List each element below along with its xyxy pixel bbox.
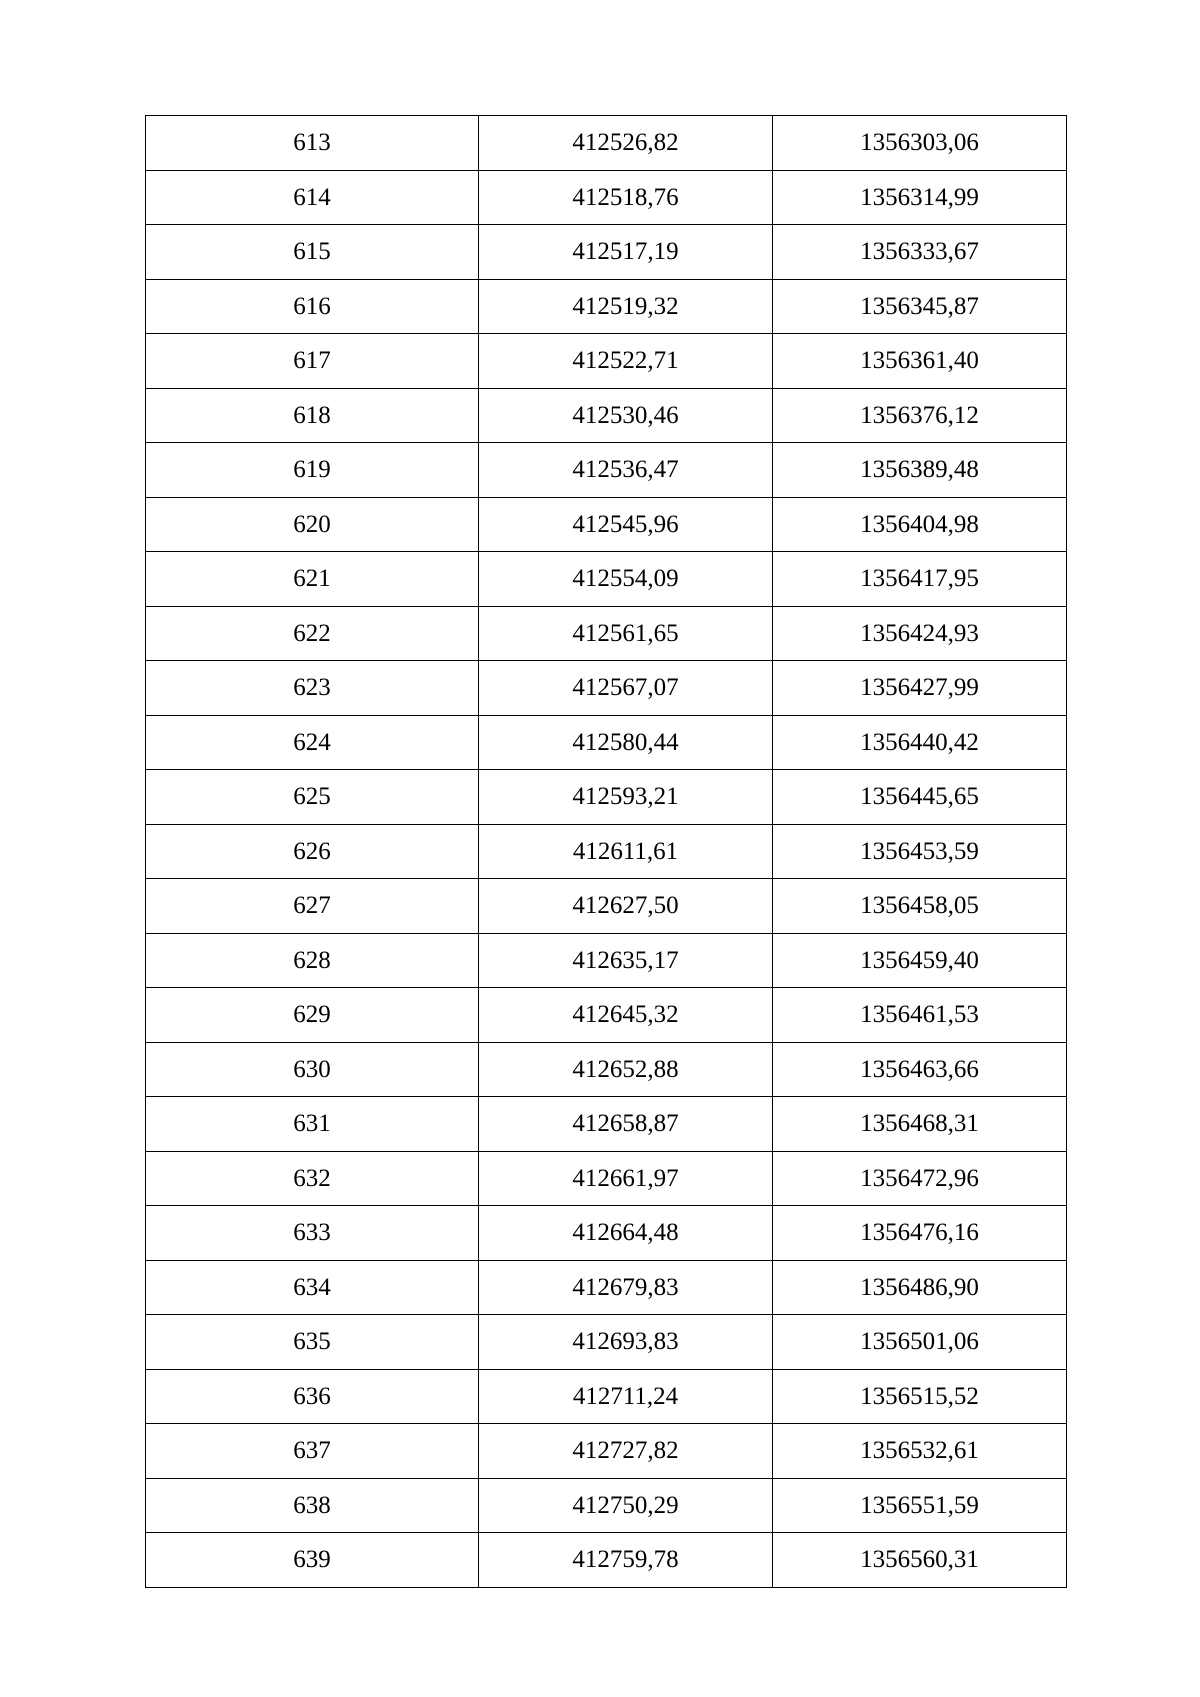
point-number-cell: 638 [146,1478,479,1533]
x-coordinate-cell: 412627,50 [479,879,773,934]
point-number-cell: 620 [146,497,479,552]
point-number-cell: 623 [146,661,479,716]
table-row [146,170,1067,225]
y-coordinate-cell: 1356333,67 [773,225,1067,280]
point-number-cell: 624 [146,715,479,770]
x-coordinate-cell: 412567,07 [479,661,773,716]
table-row [146,1478,1067,1533]
y-coordinate-cell: 1356461,53 [773,988,1067,1043]
table-row [146,225,1067,280]
y-coordinate-cell: 1356532,61 [773,1424,1067,1479]
table-row [146,1533,1067,1588]
table-row [146,879,1067,934]
table-row [146,1424,1067,1479]
table-row [146,388,1067,443]
y-coordinate-cell: 1356476,16 [773,1206,1067,1261]
point-number-cell: 625 [146,770,479,825]
point-number-cell: 636 [146,1369,479,1424]
x-coordinate-cell: 412661,97 [479,1151,773,1206]
y-coordinate-cell: 1356501,06 [773,1315,1067,1370]
y-coordinate-cell: 1356560,31 [773,1533,1067,1588]
x-coordinate-cell: 412664,48 [479,1206,773,1261]
point-number-cell: 618 [146,388,479,443]
x-coordinate-cell: 412519,32 [479,279,773,334]
x-coordinate-cell: 412711,24 [479,1369,773,1424]
table-row [146,770,1067,825]
x-coordinate-cell: 412554,09 [479,552,773,607]
y-coordinate-cell: 1356453,59 [773,824,1067,879]
table-row [146,334,1067,389]
x-coordinate-cell: 412561,65 [479,606,773,661]
x-coordinate-cell: 412693,83 [479,1315,773,1370]
y-coordinate-cell: 1356472,96 [773,1151,1067,1206]
y-coordinate-cell: 1356458,05 [773,879,1067,934]
point-number-cell: 621 [146,552,479,607]
y-coordinate-cell: 1356463,66 [773,1042,1067,1097]
point-number-cell: 622 [146,606,479,661]
y-coordinate-cell: 1356486,90 [773,1260,1067,1315]
point-number-cell: 629 [146,988,479,1043]
table-row [146,1097,1067,1152]
y-coordinate-cell: 1356345,87 [773,279,1067,334]
x-coordinate-cell: 412750,29 [479,1478,773,1533]
point-number-cell: 635 [146,1315,479,1370]
point-number-cell: 627 [146,879,479,934]
point-number-cell: 626 [146,824,479,879]
y-coordinate-cell: 1356459,40 [773,933,1067,988]
y-coordinate-cell: 1356303,06 [773,116,1067,171]
table-row [146,443,1067,498]
x-coordinate-cell: 412526,82 [479,116,773,171]
y-coordinate-cell: 1356551,59 [773,1478,1067,1533]
y-coordinate-cell: 1356389,48 [773,443,1067,498]
y-coordinate-cell: 1356361,40 [773,334,1067,389]
point-number-cell: 628 [146,933,479,988]
point-number-cell: 631 [146,1097,479,1152]
y-coordinate-cell: 1356404,98 [773,497,1067,552]
table-row [146,715,1067,770]
x-coordinate-cell: 412593,21 [479,770,773,825]
y-coordinate-cell: 1356424,93 [773,606,1067,661]
x-coordinate-cell: 412652,88 [479,1042,773,1097]
point-number-cell: 632 [146,1151,479,1206]
point-number-cell: 633 [146,1206,479,1261]
x-coordinate-cell: 412759,78 [479,1533,773,1588]
table-row [146,1151,1067,1206]
table-row [146,1369,1067,1424]
x-coordinate-cell: 412545,96 [479,497,773,552]
point-number-cell: 619 [146,443,479,498]
table-row [146,661,1067,716]
x-coordinate-cell: 412522,71 [479,334,773,389]
x-coordinate-cell: 412530,46 [479,388,773,443]
x-coordinate-cell: 412611,61 [479,824,773,879]
x-coordinate-cell: 412635,17 [479,933,773,988]
y-coordinate-cell: 1356445,65 [773,770,1067,825]
y-coordinate-cell: 1356440,42 [773,715,1067,770]
table-row [146,1042,1067,1097]
y-coordinate-cell: 1356427,99 [773,661,1067,716]
table-row [146,552,1067,607]
x-coordinate-cell: 412645,32 [479,988,773,1043]
point-number-cell: 613 [146,116,479,171]
table-row [146,1315,1067,1370]
x-coordinate-cell: 412727,82 [479,1424,773,1479]
point-number-cell: 630 [146,1042,479,1097]
x-coordinate-cell: 412518,76 [479,170,773,225]
table-row [146,1206,1067,1261]
table-row [146,497,1067,552]
point-number-cell: 614 [146,170,479,225]
y-coordinate-cell: 1356314,99 [773,170,1067,225]
table-row [146,116,1067,171]
point-number-cell: 634 [146,1260,479,1315]
point-number-cell: 639 [146,1533,479,1588]
x-coordinate-cell: 412658,87 [479,1097,773,1152]
x-coordinate-cell: 412536,47 [479,443,773,498]
x-coordinate-cell: 412679,83 [479,1260,773,1315]
table-row [146,933,1067,988]
coordinates-table [145,115,1067,1588]
coordinates-table-body [146,116,1067,1588]
point-number-cell: 615 [146,225,479,280]
x-coordinate-cell: 412517,19 [479,225,773,280]
y-coordinate-cell: 1356515,52 [773,1369,1067,1424]
table-row [146,606,1067,661]
y-coordinate-cell: 1356417,95 [773,552,1067,607]
table-row [146,1260,1067,1315]
y-coordinate-cell: 1356468,31 [773,1097,1067,1152]
y-coordinate-cell: 1356376,12 [773,388,1067,443]
table-row [146,988,1067,1043]
point-number-cell: 617 [146,334,479,389]
point-number-cell: 637 [146,1424,479,1479]
table-row [146,279,1067,334]
point-number-cell: 616 [146,279,479,334]
table-row [146,824,1067,879]
x-coordinate-cell: 412580,44 [479,715,773,770]
